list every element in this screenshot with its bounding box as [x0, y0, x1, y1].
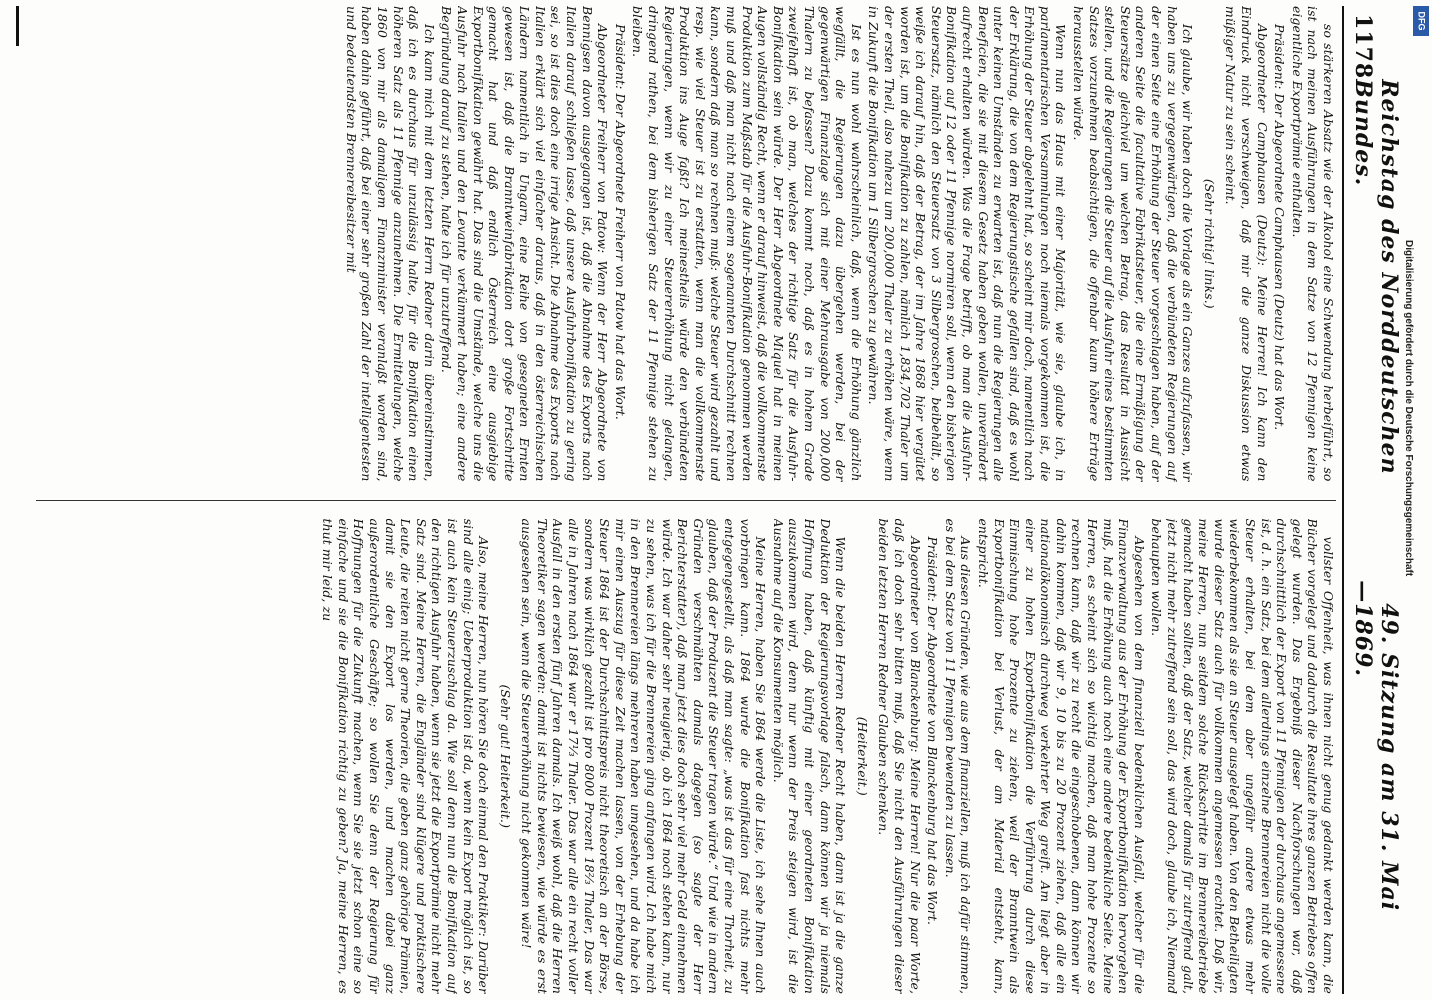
paragraph: vollster Offenheit, was ihnen nicht genug gedankt werden kann, die Bücher vorgelegt und dadurch die Resultate ihres ganzen Betriebes offen gelegt wurden. Das Ergebniß dieser Nachforschungen war, daß durchschnittlich der Export von 11 Pfennigen der durchaus angemessene ist, d. h. ein Satz, bei dem allerdings einzelne Brennereien nicht die volle Steuer erhalten, bei dem aber ungefähr andere etwas mehr wiederbekommen als sie an Steuer ausgelegt haben. Von den Betheiligten wurde dieser Satz auch für vollkommen angemessen erachtet. Daß wir, meine Herren, nun seitdem solche Rückschritte im Brennereibetriebe gemacht haben sollten, daß der Satz, welcher damals für zutreffend galt, jetzt nicht mehr zutreffend sein soll, das wird doch, glaube ich, Niemand behaupten wollen.	[1149, 518, 1336, 994]
paragraph: Wenn die beiden Herren Redner Recht haben, dann ist ja die ganze Deduktion der Regierungsvorlage falsch, dann können wir ja niemals Hoffnung haben, daß künftig mit einer geordneten Bonifikation auszukommen wird, denn nur wenn der Preis steigen wird, ist die Ausnahme auf die Konsumenten möglich.	[770, 518, 849, 994]
speaker-line: Präsident: Der Abgeordnete Camphausen (Deutz) hat das Wort.	[1272, 24, 1288, 431]
column-right	[36, 519, 1336, 995]
document-page	[18, 6, 1402, 994]
paragraph: so stärkeren Absatz wie der Alkohol eine Schwendung herbeiführt, so ist nach meinen Ausführungen in dem Satze von 12 Pfennigen keine eigentliche Exportprämie enthalten.	[1289, 6, 1336, 482]
paragraph: Meine Herren, haben Sie 1864 werde die Liste, ich sehe Ihnen auch vorbringen kann. 1864 wurde die Bonifikation fast nichts mehr entgegengestellt, als daß man sagte: „was ist das für eine Thorheit, zu glauben, daß der Produzent die Steuer tragen würde.“ Und wie in andern Gründen verschmähten damals dagegen (so sagte der Herr Berichterstatter), daß man jetzt dies doch sehr viel mehr Geld einnehmen würde. Ich war daher sehr neugierig, ob ich 1864 noch stehen kann, nur zu sehen, was ich für die Brennereien ging anfangen wird. Ich habe mich in den Brennereien längs mehreren haben umgesehen, und da habe ich mir einen Auszug für diese Zeit machen lassen, von der Erhebung der Steuer 1864 ist der Durchschnittspreis nicht theoretisch an der Börse, sondern was wirklich gezahlt ist pro 8000 Prozent 18⅔ Thaler, Das war alle in Jahren nach 1864 war er 17⅓ Thaler. Das war alle ein recht voller Ausfall in den ersten fünf Jahren damals. Ich weiß wohl, daß die Herren Theoretiker sagen werden: damit ist nichts bewiesen, wie würde es erst ausgesehen sein, wenn die Steuererhöhung nicht gekommen wäre!	[519, 518, 769, 994]
digitization-credit: Digitalisierung gefördert durch die Deutsche Forschungsgemeinschaft	[1403, 240, 1414, 577]
paragraph: Wenn nun das Haus mit einer Majorität, wie sie, glaube ich, in parlamentarischen Versammlungen noch niemals vorgekommen ist, die Erhöhung der Steuer abgelehnt hat, so scheint mir doch, namentlich nach der Erklärung, die von dem Regierungstische gefallen sind, daß es wohl unter keinen Umständen zu erwarten ist, daß nun die Regierungen alle Beneficien, die sie mit diesem Gesetz haben geben wollen, unverändert aufrecht erhalten würden. Was die Frage betrifft, ob man die Ausfuhr-Bonifikation auf 12 oder 11 Pfennige normiren soll, wenn den bisherigen Steuersatz, nämlich den Steuersatz von 3 Silbergroschen, beibehält, so weiße ich darauf hin, daß der Betrag, der im Jahre 1868 hier vergütet worden ist, um die Bonifikation zu zahlen, nämlich 1,834,702 Thaler um der ersten Theil, also nahezu um 200,000 Thaler zu erhöhen wäre, wenn in Zukunft die Bonifikation um 1 Silbergroschen zu gewähren.	[866, 6, 1069, 482]
dfg-logo: DFG	[1413, 6, 1429, 36]
paragraph: Aus diesen Gründen, wie aus dem finanziellen, muß ich dafür stimmen, es bei dem Satze von 11 Pfennigen bewenden zu lassen.	[942, 518, 974, 994]
interjection: (Sehr richtig! links.)	[1201, 178, 1217, 309]
speaker-line: Präsident: Der Abgeordnete Freiherr von Patow hat das Wort.	[612, 24, 628, 420]
speaker-line: Präsident: Der Abgeordnete von Blanckenburg hat das Wort.	[925, 536, 941, 926]
interjection: (Heiterkeit.)	[854, 716, 870, 796]
paragraph: Abgeordneter von Blanckenburg: Meine Herren! Nur die paar Worte, daß ich doch sehr bitten muß, daß Sie nicht den Ausführungen dieser beiden letzten Herren Redner Glauben schenken.	[876, 518, 923, 994]
text-columns	[36, 6, 1336, 994]
header-right-title: 49. Sitzung am 31. Mai 1869.	[1350, 603, 1402, 912]
header-left-title: Reichstag des Norddeutschen Bundes.	[1350, 79, 1402, 475]
paragraph: Ich kann mich mit dem letzten Herrn Redner darin übereinstimmen, daß ich es durchaus für unzulässig halte, für die Bonifikation einen höheren Satz als 11 Pfennige anzunehmen. Die Ermittelungen, welche 1860 von mir als damaligem Finanzminister veranlaßt worden sind, haben dahin geführt, daß bei einer sehr großen Zahl der intelligentesten und bedeutendsten Brennereibesitzer mit	[343, 6, 437, 482]
paragraph: Ist es nun wohl wahrscheinlich, daß, wenn die Erhöhung gänzlich wegfällt, die Regierungen dazu übergehen werden, bei der gegenwärtigen Finanzlage sich mit einer Mehrausgabe von 200,000 Thalern zu befassen? Dazu kommt noch, daß es in hohem Grade zweifelhaft ist, ob man, welches der richtige Satz für die Ausfuhr-Bonifikation sein würde. Der Herr Abgeordnete Miquel hat in meinen Augen vollständig Recht, wenn er darauf hinweist, daß die vollkommenste Produktion zum Maßstab für die Ausfuhr-Bonifikation genommen werden muß und daß man nicht nach einem sogenannten Durchschnitt rechnen kann, sondern daß man so rechnen muß: welche Steuer wird gezahlt und resp. wie viel Steuer ist zu erstatten, wenn man die vollkommenste Produktion ins Auge faßt? Ich meinestheils würde den verbündeten Regierungen, wenn wir zu einer Steuererhöhung nicht gelangen, dringend rathen, bei dem bisherigen Satz der 11 Pfennige stehen zu bleiben.	[630, 6, 864, 482]
paragraph: Abgesehen von dem finanziell bedenklichen Ausfall, welcher für die Finanzverwaltung aus der Erhöhung der Exportbonifikation hervorgehen muß, hat die Erhöhung auch noch eine andere bedenkliche Seite. Meine Herren, es scheint sich so wichtig machen, daß man hohe Prozente so rechnen kann, daß wir zu recht die eingeschobenen, dann können wir dahin kommen, daß wir 9, 10 bis zu 20 Prozent ziehen, daß alle ein nationalökonomisch durchweg verkehrter Weg greift. Am liegt aber in einer zu hohen Exportbonifikation die Verführung durch diese Einmischung hohe Prozente zu ziehen, weil der Branntwein als Exportbonifikation bei Verlust, der am Material entsteht, kann, entspricht.	[975, 518, 1147, 994]
running-header	[1342, 6, 1402, 994]
header-separator: —	[1350, 580, 1376, 604]
paragraph: Abgeordneter Camphausen (Deutz): Meine Herren! Ich kann den Eindruck nicht verschweigen, daß mir die ganze Diskussion etwas müßiger Natur zu sein scheint.	[1223, 6, 1270, 482]
column-divider	[36, 500, 1336, 501]
paragraph: Ich glaube, wir haben doch die Vorlage als ein Ganzes aufzufassen, wir haben uns zu vergegenwärtigen, daß die verbündeten Regierungen auf der einen Seite eine Erhöhung der Steuer vorgeschlagen haben, auf der anderen Seite die facultative Fabrikatsteuer, die eine Ermäßigung der Steuersätze gleichviel um welchen Betrag, das Resultat in Aussicht stellen, und die Regierungen die Steuer auf die Ausfuhr eines bestimmten Satzes vorzunehmen beabsichtigen, die offenbar kaum höhere Erträge herausstellen würde.	[1071, 6, 1196, 482]
page-number: 1178	[1350, 14, 1376, 80]
interjection: (Sehr gut! Heiterkeit.)	[497, 684, 513, 828]
paragraph: Abgeordneter Freiherr von Patow: Wenn der Herr Abgeordnete von Bennigsen davon ausgegangen ist, daß die Abnahme des Exports nach Italien darauf schließen lasse, daß unsere Ausfuhrbonifikation zu gering sei, so ist dies doch eine irrige Ansicht. Die Abnahme des Exports nach Italien erklärt sich viel einfacher daraus, daß in den österreichischen Ländern namentlich in Ungarn, eine Reihe von gesegneten Ernten gewesen ist, daß die Branntweinfabrikation dort große Fortschritte gemacht hat und daß endlich Österreich eine ausgiebige Exportbonifikation gewährt hat. Das sind die Umstände, welche uns die Ausfuhr nach Italien und den Levante verkümmert haben; eine andere Begründung darauf zu stehen, halte ich für unzutreffend.	[439, 6, 611, 482]
column-left	[36, 6, 1336, 482]
paragraph: Also, meine Herren, nun hören Sie doch einmal den Praktiker: Darüber sind alle einig; Ueberproduktion ist da, wenn kein Export möglich ist, so ist auch kein Steuerzuschlag da. Wie soll denn nun die Bonifikation auf den richtigen Ausfuhr haben, wenn sie jetzt die Exportprämie nicht mehr Satz sind. Meine Herren, die Engländer sind klügere und praktischere Leute, die reiten nicht gerne Theorien, die geben ganz gehörige Prämien, damit sie den Export los werden, und machen dabei ganz außerordentliche Geschäfte; so wollen Sie denn der Regierung für Hoffnungen für die Zukunft machen, wenn Sie sie jetzt schon eine so einfache und sie die Bonifikation richtig zu geben? Ja, meine Herren, es thut mir leid, zu	[320, 518, 492, 994]
